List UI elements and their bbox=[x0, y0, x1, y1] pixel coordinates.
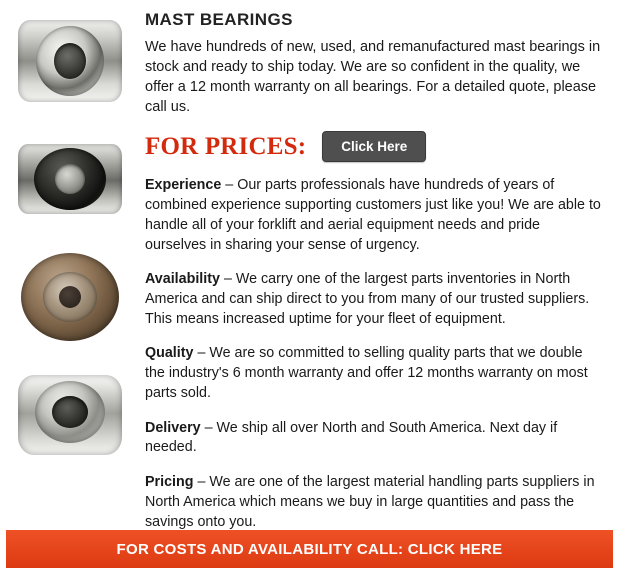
feature-quality-heading: Quality bbox=[145, 345, 194, 362]
product-image-4 bbox=[7, 362, 132, 467]
click-here-button[interactable]: Click Here bbox=[322, 131, 426, 162]
for-prices-row bbox=[145, 131, 605, 162]
feature-delivery bbox=[145, 419, 605, 458]
feature-experience bbox=[145, 176, 605, 255]
feature-experience-text: – Our parts professionals have hundreds of years of combined experience supporting customers just like you! We are able to handle all of your forklift and aerial equipment needs and pride ourselves in sharing your sense of urgency. bbox=[145, 177, 601, 253]
silver-deep-groove-mast-bearing-icon bbox=[7, 362, 132, 467]
product-image-1 bbox=[7, 8, 132, 113]
intro-paragraph: We have hundreds of new, used, and remanufactured mast bearings in stock and ready to ship today. We are so confident in the quality, we offer a 12 month warranty on all bearings. For a detailed quote, please call us. bbox=[145, 39, 601, 115]
product-image-gallery bbox=[0, 0, 139, 547]
flanged-mast-roller-bearing-icon bbox=[7, 8, 132, 113]
feature-delivery-text: – We ship all over North and South America. Next day if needed. bbox=[145, 419, 558, 456]
dark-race-mast-bearing-icon bbox=[7, 126, 132, 231]
feature-pricing bbox=[145, 473, 605, 532]
feature-quality-text: – We are so committed to selling quality parts that we double the industry's 6 month warranty and offer 12 months warranty on most parts sold. bbox=[145, 345, 588, 401]
product-image-2 bbox=[7, 126, 132, 231]
feature-availability-text: – We carry one of the largest parts inventories in North America and can ship direct to you from many of our trusted suppliers. This means increased uptime for your fleet of equipment. bbox=[145, 271, 590, 327]
for-prices-label: FOR PRICES: bbox=[145, 132, 307, 160]
product-image-3 bbox=[7, 244, 132, 349]
feature-delivery-heading: Delivery bbox=[145, 419, 201, 436]
feature-pricing-text: – We are one of the largest material handling parts suppliers in North America which means we buy in large quantities and pass the savings onto you. bbox=[145, 474, 595, 530]
page-title: MAST BEARINGS bbox=[145, 10, 293, 29]
bronze-mast-pulley-bearing-icon bbox=[7, 244, 132, 349]
feature-quality bbox=[145, 344, 605, 403]
main-column bbox=[139, 0, 619, 547]
feature-pricing-heading: Pricing bbox=[145, 474, 194, 491]
feature-availability-heading: Availability bbox=[145, 271, 220, 288]
feature-experience-heading: Experience bbox=[145, 177, 222, 194]
feature-availability bbox=[145, 270, 605, 329]
costs-availability-call-bar[interactable]: FOR COSTS AND AVAILABILITY CALL: CLICK HERE bbox=[6, 530, 613, 568]
